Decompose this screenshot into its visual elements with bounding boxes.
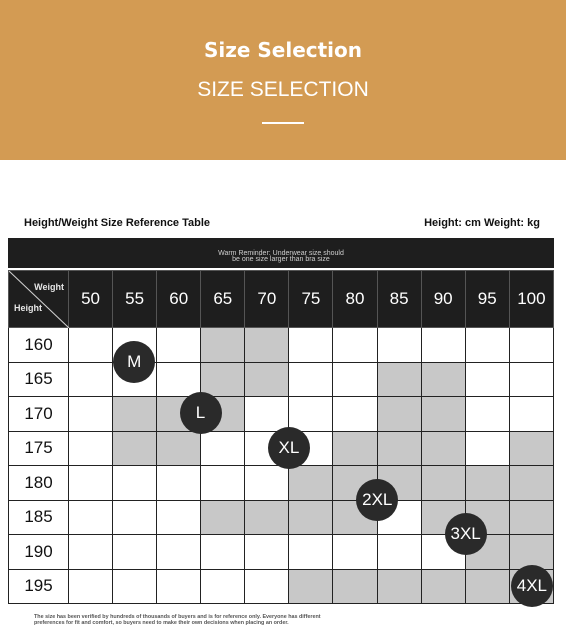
grid-cell (289, 397, 333, 432)
grid-cell (69, 500, 113, 535)
grid-cell (465, 431, 509, 466)
height-label-165: 165 (9, 362, 69, 397)
grid-cell (69, 397, 113, 432)
height-label-185: 185 (9, 500, 69, 535)
grid-cell (421, 466, 465, 501)
table-row (9, 328, 554, 363)
grid-cell (157, 569, 201, 604)
size-badge-3xl: 3XL (445, 513, 487, 555)
footer-note-line-2: preferences for fit and comfort, so buyers need to make their own decisions when placing an order. (34, 620, 289, 626)
grid-cell (377, 535, 421, 570)
footer-note-line-1: The size has been verified by hundreds of thousands of buyers and is for reference only. Everyone has different (34, 614, 321, 620)
grid-cell (509, 397, 553, 432)
height-label-170: 170 (9, 397, 69, 432)
grid-cell (465, 397, 509, 432)
grid-cell (157, 500, 201, 535)
grid-cell (289, 535, 333, 570)
page-title: Size Selection (203, 38, 363, 62)
grid-cell (69, 431, 113, 466)
weight-header-85: 85 (377, 271, 421, 328)
grid-cell (113, 569, 157, 604)
weight-header-row (9, 271, 554, 328)
grid-cell (245, 500, 289, 535)
grid-cell (509, 431, 553, 466)
grid-cell (201, 500, 245, 535)
weight-header-95: 95 (465, 271, 509, 328)
grid-cell (113, 500, 157, 535)
corner-cell (9, 271, 69, 328)
grid-cell (333, 431, 377, 466)
corner-diagonal (9, 271, 69, 328)
header-banner (0, 0, 566, 160)
grid-cell (465, 466, 509, 501)
weight-header-60: 60 (157, 271, 201, 328)
grid-cell (245, 362, 289, 397)
grid-cell (421, 397, 465, 432)
corner-weight-label: Weight (34, 282, 64, 292)
weight-header-65: 65 (201, 271, 245, 328)
grid-cell (69, 569, 113, 604)
table-row (9, 569, 554, 604)
grid-cell (289, 569, 333, 604)
table-row (9, 362, 554, 397)
size-badge-m: M (113, 341, 155, 383)
grid-cell (201, 328, 245, 363)
grid-cell (333, 328, 377, 363)
size-badge-xl: XL (268, 427, 310, 469)
grid-cell (157, 431, 201, 466)
warm-reminder (8, 238, 554, 268)
grid-cell (509, 328, 553, 363)
grid-cell (465, 328, 509, 363)
grid-cell (69, 535, 113, 570)
weight-header-70: 70 (245, 271, 289, 328)
grid-cell (201, 466, 245, 501)
table-title: Height/Weight Size Reference Table (24, 217, 211, 229)
grid-cell (113, 431, 157, 466)
grid-cell (333, 535, 377, 570)
grid-cell (245, 569, 289, 604)
grid-cell (333, 362, 377, 397)
grid-cell (421, 362, 465, 397)
table-row (9, 466, 554, 501)
grid-cell (289, 466, 333, 501)
grid-cell (377, 431, 421, 466)
grid-cell (201, 569, 245, 604)
grid-cell (377, 569, 421, 604)
grid-cell (113, 535, 157, 570)
grid-cell (421, 569, 465, 604)
height-label-190: 190 (9, 535, 69, 570)
height-label-180: 180 (9, 466, 69, 501)
grid-cell (69, 328, 113, 363)
size-badge-2xl: 2XL (356, 479, 398, 521)
reminder-line-2: be one size larger than bra size (232, 256, 330, 263)
weight-header-90: 90 (421, 271, 465, 328)
table-row (9, 397, 554, 432)
grid-cell (157, 328, 201, 363)
reminder-line-1: Warm Reminder: Underwear size should (218, 250, 344, 257)
grid-cell (465, 569, 509, 604)
weight-header-100: 100 (509, 271, 553, 328)
grid-cell (289, 362, 333, 397)
page-subtitle: SIZE SELECTION (197, 78, 369, 101)
grid-cell (113, 397, 157, 432)
height-label-175: 175 (9, 431, 69, 466)
grid-cell (245, 535, 289, 570)
corner-height-label: Height (14, 303, 42, 313)
weight-header-80: 80 (333, 271, 377, 328)
grid-cell (245, 328, 289, 363)
grid-cell (509, 500, 553, 535)
grid-cell (157, 466, 201, 501)
grid-cell (421, 431, 465, 466)
grid-cell (289, 500, 333, 535)
footer-note (34, 614, 394, 626)
grid-cell (157, 535, 201, 570)
grid-cell (509, 466, 553, 501)
grid-cell (157, 362, 201, 397)
weight-header-50: 50 (69, 271, 113, 328)
grid-cell (421, 328, 465, 363)
grid-cell (465, 362, 509, 397)
grid-cell (201, 362, 245, 397)
grid-cell (245, 397, 289, 432)
grid-cell (69, 362, 113, 397)
units-label: Height: cm Weight: kg (424, 217, 540, 229)
grid-cell (245, 466, 289, 501)
size-badge-4xl: 4XL (511, 565, 553, 607)
weight-header-55: 55 (113, 271, 157, 328)
height-label-195: 195 (9, 569, 69, 604)
grid-cell (377, 328, 421, 363)
grid-cell (333, 569, 377, 604)
grid-cell (377, 397, 421, 432)
grid-cell (377, 362, 421, 397)
height-label-160: 160 (9, 328, 69, 363)
size-badge-l: L (180, 392, 222, 434)
grid-cell (509, 362, 553, 397)
grid-cell (113, 466, 157, 501)
grid-cell (69, 466, 113, 501)
grid-cell (201, 535, 245, 570)
grid-cell (333, 397, 377, 432)
grid-cell (201, 431, 245, 466)
grid-cell (289, 328, 333, 363)
title-divider (262, 122, 304, 124)
weight-header-75: 75 (289, 271, 333, 328)
